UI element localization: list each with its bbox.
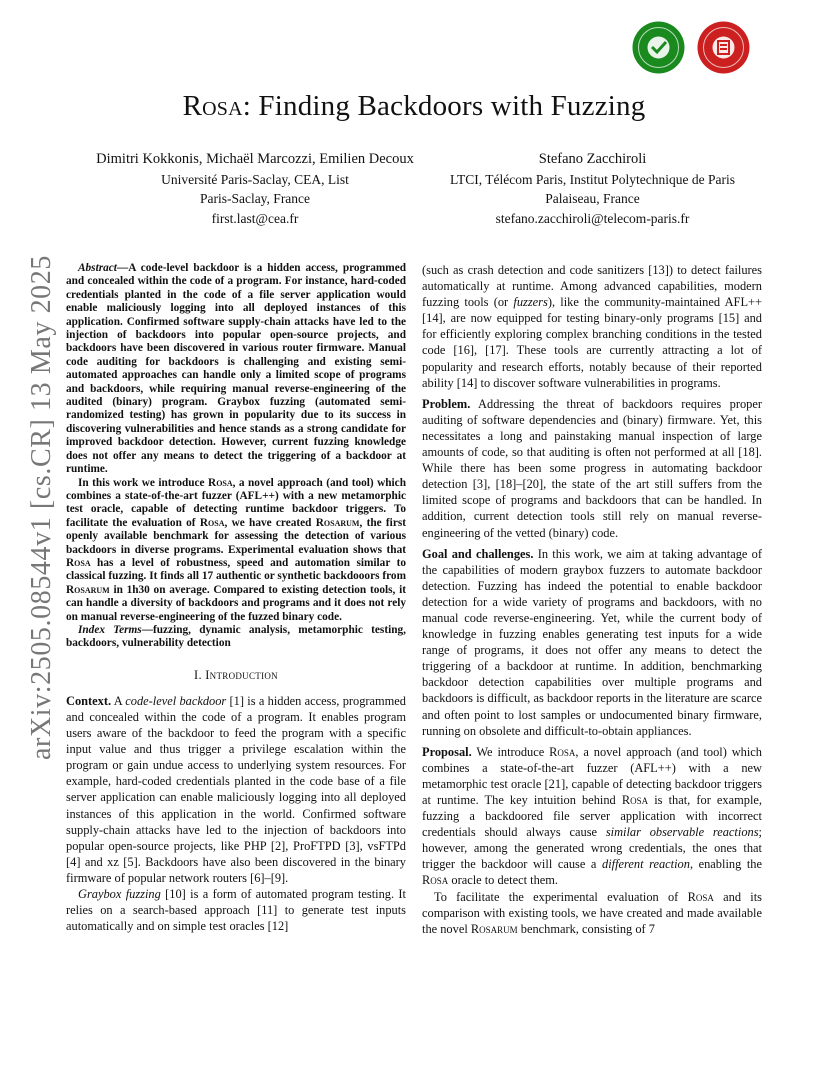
body-text: To facilitate the experimental evaluation of bbox=[434, 889, 688, 904]
body-text: different reaction bbox=[602, 857, 690, 872]
graybox-continued bbox=[422, 262, 762, 391]
rosarum-name: Rosarum bbox=[66, 583, 110, 596]
abstract bbox=[66, 262, 406, 651]
author-email: first.last@cea.fr bbox=[211, 210, 299, 226]
proposal-paragraph bbox=[422, 744, 762, 889]
facilitate-paragraph bbox=[422, 889, 762, 937]
section-number: I. bbox=[194, 667, 202, 682]
author-block-right bbox=[430, 150, 755, 228]
section-title: Introduction bbox=[205, 667, 278, 682]
index-terms-heading: Index Terms bbox=[78, 623, 142, 636]
rosa-name: Rosa bbox=[422, 873, 449, 888]
body-text: [1] is a hidden access, programmed and concealed within the code of a program. It enables program users aware of the backdoor to feed the program with a specific input value and thus trigger a privilege escalation within the program or gain undue access to underlying system resources. For example, hard-coded credentials planted in the code base of a file server application can enable maliciously logging into all deployed instances of this application in the world. Confirmed software supply-chain attacks have led to the injection of backdoors into popular open-source projects, like PHP [2], ProFTPD [3], vsFTPd [4] and xz [5]. Backdoors have also been discovered in the binary firmware of popular network routers [6]–[9]. bbox=[66, 693, 407, 885]
goal-paragraph bbox=[422, 546, 762, 739]
context-paragraph bbox=[66, 693, 406, 886]
author-names: Dimitri Kokkonis, Michaël Marcozzi, Emilien Decoux bbox=[96, 151, 414, 167]
body-text: A bbox=[111, 693, 126, 708]
body-text: fuzzers bbox=[513, 295, 548, 310]
badge-seal-icon bbox=[632, 21, 685, 74]
body-text: ), like the community-maintained AFL++ [14], are now equipped for testing binary-only programs [15] and for efficiently exploring complex branching conditions in the tested code [16], [17]. These tools are currently attracting a lot of popularity and research efforts, notably because of their reported ability [14] to discover software vulnerabilities in programs. bbox=[422, 295, 762, 390]
rosa-name: Rosa bbox=[549, 744, 576, 759]
graybox-paragraph bbox=[66, 886, 406, 934]
body-text: code-level backdoor bbox=[125, 693, 227, 708]
body-text: similar observable reactions bbox=[605, 825, 759, 840]
author-names: Stefano Zacchiroli bbox=[538, 151, 647, 167]
body-text: [10] is a form of automated program testing. It relies on a search-based approach [11] to generate test inputs automatically and on simple test oracles [12] bbox=[66, 887, 406, 934]
author-email: stefano.zacchiroli@telecom-paris.fr bbox=[495, 210, 690, 226]
author-block-left bbox=[80, 150, 430, 228]
run-in-heading: Problem. bbox=[422, 396, 471, 411]
abstract-text: , a novel approach (and tool) which combines a state-of-the-art fuzzer (AFL++) with a new metamorphic test oracle, capable of detecting runtime backdoor triggers. To facilitate the evaluation of bbox=[66, 476, 406, 529]
rosa-name: Rosa bbox=[208, 476, 233, 489]
badge-seal-icon bbox=[697, 21, 750, 74]
body-text: We introduce bbox=[471, 744, 550, 759]
body-text: (such as crash detection and code sanitizers [13]) to detect failures automatically at runtime. Among advanced capabilities, modern fuzzing tools (or bbox=[422, 263, 762, 310]
body-text: and its comparison with existing tools, we have created and made available the novel bbox=[422, 889, 762, 936]
body-text: Addressing the threat of backdoors requires proper auditing of software dependencies and (binary) firmware. Yet, this necessitates a long and painstaking manual inspection of large amounts of code, so that auditing is often not performed at all [18]. While there has been some progress in automating backdoor detection [3], [18]–[20], the state of the art still suffers from the limited scope of programs and backdoors that can be handled. In addition, current detection tools still rely on manual reverse-engineering of the vetted (binary) code. bbox=[422, 396, 762, 540]
body-text: Graybox fuzzing bbox=[78, 887, 161, 901]
right-column bbox=[422, 262, 762, 937]
body-text: , enabling the bbox=[689, 857, 762, 872]
rosarum-name: Rosarum bbox=[470, 921, 518, 936]
run-in-heading: Goal and challenges. bbox=[422, 546, 534, 561]
abstract-heading: Abstract bbox=[78, 262, 117, 274]
rosa-name: Rosa bbox=[199, 516, 225, 529]
author-affiliation: LTCI, Télécom Paris, Institut Polytechnique de Paris bbox=[450, 171, 735, 187]
title-rest: : Finding Backdoors with Fuzzing bbox=[242, 90, 646, 122]
body-text: ; however, among the generated wrong credentials, the ones that trigger the backdoor will cause a bbox=[422, 825, 762, 872]
body-text: oracle to detect them. bbox=[448, 873, 559, 888]
abstract-text: has a level of robustness, speed and automation similar to classical fuzzing. It finds all 17 authentic or synthetic backdooors from bbox=[66, 556, 406, 583]
author-affiliation: Université Paris-Saclay, CEA, List bbox=[161, 171, 349, 187]
author-location: Palaiseau, France bbox=[545, 191, 640, 206]
artifacts-available-badge bbox=[632, 21, 685, 74]
rosa-name: Rosa bbox=[687, 889, 714, 904]
run-in-heading: Context. bbox=[66, 693, 112, 708]
run-in-heading: Proposal. bbox=[422, 744, 472, 759]
problem-paragraph bbox=[422, 396, 762, 541]
abstract-text: In this work we introduce bbox=[78, 476, 209, 489]
body-text: benchmark, consisting of 7 bbox=[517, 921, 655, 936]
abstract-text: in 1h30 on average. Compared to existing detection tools, it can handle a diversity of backdoors and programs and it does not rely on manual reverse-engineering of the fuzzed binary code. bbox=[66, 583, 406, 623]
abstract-text: , we have created bbox=[224, 516, 316, 529]
rosa-name: Rosa bbox=[621, 793, 649, 807]
abstract-text: —A code-level backdoor is a hidden access, programmed and concealed within the code of a program. For instance, hard-coded credentials planted in the code of a file server application would enable maliciously logging into all deployed instances of this application. Confirmed software supply-chain attacks have led to the injection of backdoors into popular open-source projects, and backdoors have been discovered in various router firmware. Manual code auditing for backdoors is challenging and existing semi-automated approaches can handle only a limited scope of programs and backdoors, while requiring manual reverse-engineering of the audited (binary) program. Graybox fuzzing (automated semi-randomized testing) has grown in popularity due to its success in discovering vulnerabilities and hence stands as a strong candidate for improved backdoor detection. However, current fuzzing knowledge does not offer any means to detect the triggering of a backdoor at runtime. bbox=[66, 262, 406, 476]
left-column bbox=[66, 262, 406, 934]
artifacts-evaluated-badge bbox=[697, 21, 750, 74]
body-text: is that, for example, fuzzing a backdoored file server application with incorrect credentials should always cause bbox=[422, 793, 762, 840]
body-text: , a novel approach (and tool) which combines a state-of-the-art fuzzer (AFL++) with a new metamorphic test oracle [21], capable of detecting backdoor triggers at runtime. The key intuition behind bbox=[422, 744, 762, 807]
rosarum-name: Rosarum bbox=[315, 516, 360, 529]
index-terms: —fuzzing, dynamic analysis, metamorphic testing, backdoors, vulnerability detection bbox=[66, 623, 406, 650]
abstract-text: , the first openly available benchmark for assessing the detection of various backdoors in diverse programs. Experimental evaluation shows that bbox=[66, 516, 406, 556]
arxiv-stamp: arXiv:2505.08544v1 [cs.CR] 13 May 2025 bbox=[26, 255, 57, 760]
section-heading bbox=[66, 667, 406, 683]
paper-title bbox=[0, 90, 828, 123]
body-text: In this work, we aim at taking advantage of the capabilities of modern graybox fuzzers to automate backdoor detection. Fuzzing has indeed the potential to enable backdoor detection for a wide variety of programs and backdoors, with no manual code reverse-engineering. Yet, while the current body of knowledge in fuzzing enables generating test inputs for a wide range of programs, it does not offer any means to detect the triggering of a backdoor at runtime. In addition, benchmarking backdoor detection capabilities over multiple programs and backdoors is difficult, as backdoor reports in the literature are scarce and often point to lost samples or undocumented binary firmware, running on obsolete and difficult-to-obtain appliances. bbox=[422, 546, 762, 738]
title-rosa: Rosa bbox=[182, 90, 243, 122]
author-location: Paris-Saclay, France bbox=[199, 191, 311, 206]
rosa-name: Rosa bbox=[66, 556, 91, 569]
